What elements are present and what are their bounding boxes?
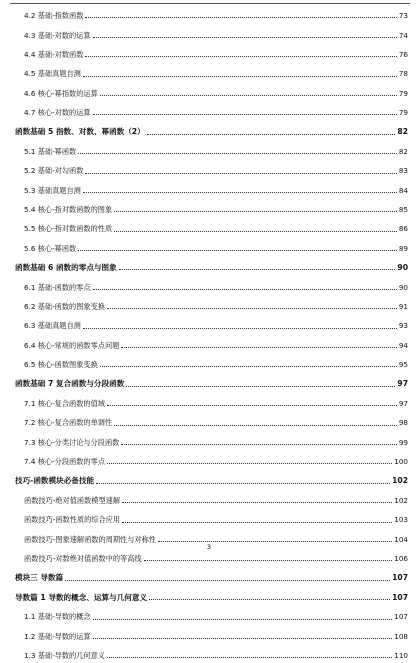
toc-entry-row[interactable] xyxy=(15,237,408,256)
dot-leader xyxy=(93,114,397,115)
dot-leader xyxy=(83,76,397,77)
toc-entry-row[interactable] xyxy=(15,431,408,450)
toc-entry-title: 7.3 核心-分类讨论与分段函数 xyxy=(24,437,120,447)
toc-page-number: 73 xyxy=(398,11,408,21)
dot-leader xyxy=(93,619,393,620)
dot-leader xyxy=(107,308,397,309)
toc-page-number: 95 xyxy=(398,360,408,370)
toc-entry-title: 函数技巧-绝对值函数模型速解 xyxy=(24,495,121,505)
toc-entry-row[interactable] xyxy=(15,392,408,411)
toc-entry-title: 4.3 基础-对数的运算 xyxy=(24,30,91,40)
toc-page-number: 102 xyxy=(394,495,408,505)
toc-entry-title: 函数基础 6 函数的零点与图象 xyxy=(15,262,117,272)
toc-entry-row[interactable] xyxy=(15,159,408,178)
toc-entry-title: 6.5 核心-函数图象变换 xyxy=(24,360,98,370)
toc-entry-title: 5.1 基础-幂函数 xyxy=(24,146,77,156)
dot-leader xyxy=(107,463,392,464)
toc-page-number: 83 xyxy=(398,166,408,176)
toc-entry-title: 6.3 基础真题自测 xyxy=(24,321,81,331)
page-number: 3 xyxy=(206,543,212,551)
toc-entry-row[interactable] xyxy=(15,295,408,314)
dot-leader xyxy=(158,541,392,542)
toc-entry-title: 4.4 基础-对数函数 xyxy=(24,49,84,59)
toc-chapter-row[interactable] xyxy=(15,120,408,139)
dot-leader xyxy=(78,153,397,154)
toc-entry-title: 1.3 基础-导数的几何意义 xyxy=(24,651,105,661)
toc-entry-row[interactable] xyxy=(15,43,408,62)
toc-page-number: 102 xyxy=(392,476,408,486)
dot-leader xyxy=(65,580,390,581)
dot-leader xyxy=(96,483,390,484)
toc-entry-title: 函数技巧-图象速解函数的周期性与对称性 xyxy=(24,534,156,544)
dot-leader xyxy=(114,425,397,426)
toc-entry-title: 7.4 核心-分段函数的零点 xyxy=(24,457,105,467)
toc-page-number: 98 xyxy=(398,418,408,428)
dot-leader xyxy=(100,366,397,367)
dot-leader xyxy=(147,134,396,135)
toc-page-number: 108 xyxy=(394,631,408,641)
toc-entry-title: 函数基础 5 指数、对数、幂函数（2） xyxy=(15,127,145,137)
toc-chapter-row[interactable] xyxy=(15,372,408,391)
toc-entry-title: 模块三 导数篇 xyxy=(15,573,64,583)
dot-leader xyxy=(107,405,397,406)
toc-page-number: 94 xyxy=(398,340,408,350)
toc-page-number: 90 xyxy=(397,262,408,272)
toc-entry-row[interactable] xyxy=(15,140,408,159)
toc-entry-row[interactable] xyxy=(15,275,408,294)
toc-entry-title: 1.2 基础-导数的运算 xyxy=(24,631,91,641)
toc-page-number: 90 xyxy=(398,282,408,292)
toc-entry-row[interactable] xyxy=(15,334,408,353)
toc-entry-row[interactable] xyxy=(15,353,408,372)
toc-entry-title: 6.2 基础-函数的图象变换 xyxy=(24,302,105,312)
toc-entry-title: 函数技巧-函数性质的综合应用 xyxy=(24,515,121,525)
toc-entry-title: 4.5 基础真题自测 xyxy=(24,69,81,79)
toc-page-number: 107 xyxy=(392,592,408,602)
toc-page-number: 85 xyxy=(398,205,408,215)
dot-leader xyxy=(144,560,393,561)
toc-entry-title: 4.7 核心-对数的运算 xyxy=(24,108,91,118)
dot-leader xyxy=(85,173,396,174)
dot-leader xyxy=(78,250,397,251)
dot-leader xyxy=(107,657,392,658)
toc-page-number: 84 xyxy=(398,185,408,195)
toc-entry-title: 7.2 核心-复合函数的单调性 xyxy=(24,418,113,428)
toc-chapter-row[interactable] xyxy=(15,469,408,488)
dot-leader xyxy=(85,17,396,18)
toc-entry-title: 导数篇 1 导数的概念、运算与几何意义 xyxy=(15,592,148,602)
dot-leader xyxy=(149,599,390,600)
toc-entry-row[interactable] xyxy=(15,625,408,644)
toc-entry-title: 5.2 基础-对勾函数 xyxy=(24,166,84,176)
toc-chapter-row[interactable] xyxy=(15,256,408,275)
toc-page-number: 89 xyxy=(398,243,408,253)
toc-entry-row[interactable] xyxy=(15,450,408,469)
toc-page-number: 79 xyxy=(398,108,408,118)
toc-entry-row[interactable] xyxy=(15,605,408,624)
toc-entry-row[interactable] xyxy=(15,62,408,81)
dot-leader xyxy=(121,444,396,445)
toc-entry-row[interactable] xyxy=(15,101,408,120)
toc-entry-row[interactable] xyxy=(15,489,408,508)
toc-page-number: 93 xyxy=(398,321,408,331)
dot-leader xyxy=(126,386,395,387)
toc-page-number: 104 xyxy=(394,534,408,544)
dot-leader xyxy=(83,192,397,193)
toc-page-number: 82 xyxy=(398,146,408,156)
dot-leader xyxy=(114,231,397,232)
toc-page-number: 106 xyxy=(394,554,408,564)
toc-entry-title: 5.5 核心-指对数函数的性质 xyxy=(24,224,113,234)
toc-entry-title: 5.6 核心-幂函数 xyxy=(24,243,77,253)
toc-chapter-row[interactable] xyxy=(15,566,408,585)
toc-page-number: 100 xyxy=(394,457,408,467)
toc-entry-row[interactable] xyxy=(15,198,408,217)
toc-entry-row[interactable] xyxy=(15,314,408,333)
dot-leader xyxy=(100,95,397,96)
dot-leader xyxy=(114,211,397,212)
dot-leader xyxy=(93,638,393,639)
toc-page-number: 107 xyxy=(394,612,408,622)
toc-entry-title: 1.1 基础-导数的概念 xyxy=(24,612,91,622)
toc-page-number: 99 xyxy=(398,437,408,447)
dot-leader xyxy=(122,522,392,523)
toc-page-number: 91 xyxy=(398,302,408,312)
dot-leader xyxy=(83,328,397,329)
toc-page-number: 103 xyxy=(394,515,408,525)
toc-page-number: 110 xyxy=(394,651,408,661)
toc-entry-row[interactable] xyxy=(15,411,408,430)
toc-entry-title: 6.4 核心-常规的函数零点问题 xyxy=(24,340,120,350)
dot-leader xyxy=(119,269,396,270)
toc-entry-row[interactable] xyxy=(15,217,408,236)
toc-entry-row[interactable] xyxy=(15,179,408,198)
toc-entry-title: 7.1 核心-复合函数的值域 xyxy=(24,399,105,408)
toc-entry-row[interactable] xyxy=(15,508,408,527)
dot-leader xyxy=(85,56,396,57)
dot-leader xyxy=(122,502,392,503)
toc-entry-title: 4.6 核心-幂指数的运算 xyxy=(24,88,98,98)
dot-leader xyxy=(93,37,397,38)
dot-leader xyxy=(93,289,397,290)
toc-entry-row[interactable] xyxy=(15,4,408,23)
toc-page-number: 79 xyxy=(398,88,408,98)
toc-page-number: 86 xyxy=(398,224,408,234)
toc-entry-title: 技巧-函数模块必备技能 xyxy=(15,476,95,486)
toc-page-number: 82 xyxy=(397,127,408,137)
toc-entry-title: 5.4 核心-指对数函数的图象 xyxy=(24,205,113,215)
toc-entry-row[interactable] xyxy=(15,82,408,101)
toc-entry-title: 5.3 基础真题自测 xyxy=(24,185,81,195)
toc-entry-title: 函数技巧-对数绝对值函数中的等高线 xyxy=(24,554,142,564)
toc-entry-row[interactable] xyxy=(15,644,408,663)
toc-entry-title: 函数基础 7 复合函数与分段函数 xyxy=(15,379,125,389)
dot-leader xyxy=(121,347,396,348)
toc-page-number: 107 xyxy=(392,573,408,583)
toc-page-number: 97 xyxy=(397,379,408,389)
toc-page-number: 74 xyxy=(398,30,408,40)
toc-entry-row[interactable] xyxy=(15,23,408,42)
toc-entry-title: 4.2 基础-指数函数 xyxy=(24,11,84,21)
toc-page-number: 97 xyxy=(398,399,408,408)
toc-page-number: 76 xyxy=(398,49,408,59)
toc-entry-title: 6.1 基础-函数的零点 xyxy=(24,282,91,292)
table-of-contents xyxy=(15,4,408,663)
toc-chapter-row[interactable] xyxy=(15,586,408,605)
toc-page-number: 78 xyxy=(398,69,408,79)
